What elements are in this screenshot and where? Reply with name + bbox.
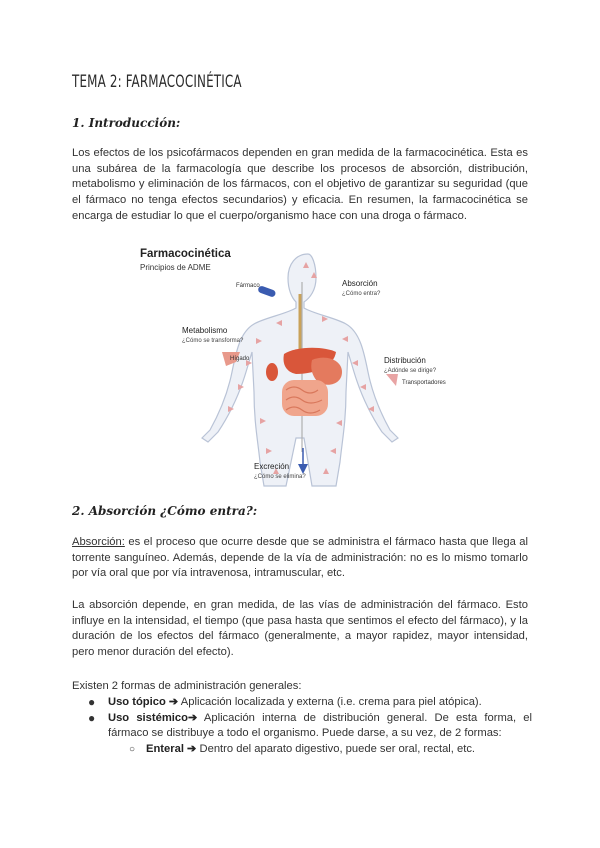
higado-label: Hígado: [230, 356, 250, 362]
metabolismo-question: ¿Cómo se transforma?: [182, 338, 244, 344]
section-heading-absorcion: 2. Absorción ¿Cómo entra?:: [72, 504, 258, 518]
list-item-label: Uso tópico ➔: [108, 696, 179, 708]
adme-diagram: [136, 242, 466, 492]
absorcion-label: Absorción: [342, 279, 378, 288]
distribucion-question: ¿Adónde se dirige?: [384, 368, 437, 374]
absorcion-term: Absorción:: [72, 536, 125, 548]
transportadores-label: Transportadores: [402, 380, 446, 386]
sub-list-item-text: Dentro del aparato digestivo, puede ser oral, rectal, etc.: [196, 743, 476, 756]
list-item-text: Aplicación localizada y externa (i.e. crema para piel atópica).: [178, 696, 482, 708]
excrecion-question: ¿Cómo se elimina?: [254, 474, 306, 480]
intro-paragraph: Los efectos de los psicofármacos dependen en gran medida de la farmacocinética. Esta es una subárea de la farmacología que describe los procesos de absorción, distribución, metabolismo y eliminación de los fármacos, con el objetivo de garantizar su seguridad (que el fármaco no tenga efectos secundarios) y eficacia. En resumen, la farmacocinética se encarga de estudiar lo que el cuerpo/organismo hace con una droga o fármaco.: [72, 147, 528, 222]
figure-subtitle: Principios de ADME: [140, 263, 211, 272]
absorcion-question: ¿Cómo entra?: [342, 291, 381, 297]
farmaco-label: Fármaco: [236, 283, 260, 289]
administration-list: [72, 695, 532, 758]
absorcion-paragraph-1: [72, 535, 528, 582]
bullet-icon: ●: [88, 695, 96, 709]
excrecion-label: Excreción: [254, 462, 290, 471]
list-item: [72, 711, 532, 742]
pill-icon: [257, 285, 276, 298]
sub-list-item-label: Enteral ➔: [146, 743, 197, 756]
absorcion-paragraph-2: La absorción depende, en gran medida, de las vías de administración del fármaco. Esto influye en la intensidad, el tiempo (que pasa hasta que sentimos el efecto del fármaco), y la duración de los efectos del fármaco (generalmente, a mayor rapidez, mayor intensidad, pero menor duración del efecto).: [72, 599, 528, 659]
transporter-icon: [386, 374, 398, 386]
absorcion-definition: es el proceso que ocurre desde que se administra el fármaco hasta que llega al torrente sanguíneo. Además, depende de la vía de administración: no es lo mismo tomarlo por vía oral que por vía intravenosa, intramuscular, etc.: [72, 536, 528, 580]
absorcion-paragraph-3: Existen 2 formas de administración generales:: [72, 680, 302, 692]
figure-title: Farmacocinética: [140, 248, 231, 260]
list-item-label: Uso sistémico➔: [108, 711, 198, 724]
sub-list-item: [72, 742, 532, 758]
list-item-text: Aplicación interna de distribución general. De esta forma, el fármaco se distribuye a todo el organismo. Puede darse, a su vez, de 2 formas:: [108, 711, 532, 740]
excretion-arrowhead: [298, 464, 308, 474]
circle-bullet-icon: ○: [129, 744, 136, 756]
page-title: TEMA 2: FARMACOCINÉTICA: [72, 72, 242, 92]
metabolismo-label: Metabolismo: [182, 326, 228, 335]
adme-figure: [136, 242, 466, 492]
list-item: [72, 695, 532, 711]
distribucion-label: Distribución: [384, 356, 426, 365]
bullet-icon: ●: [88, 710, 96, 725]
kidney-shape: [266, 363, 278, 381]
section-heading-introduccion: 1. Introducción:: [72, 116, 181, 130]
